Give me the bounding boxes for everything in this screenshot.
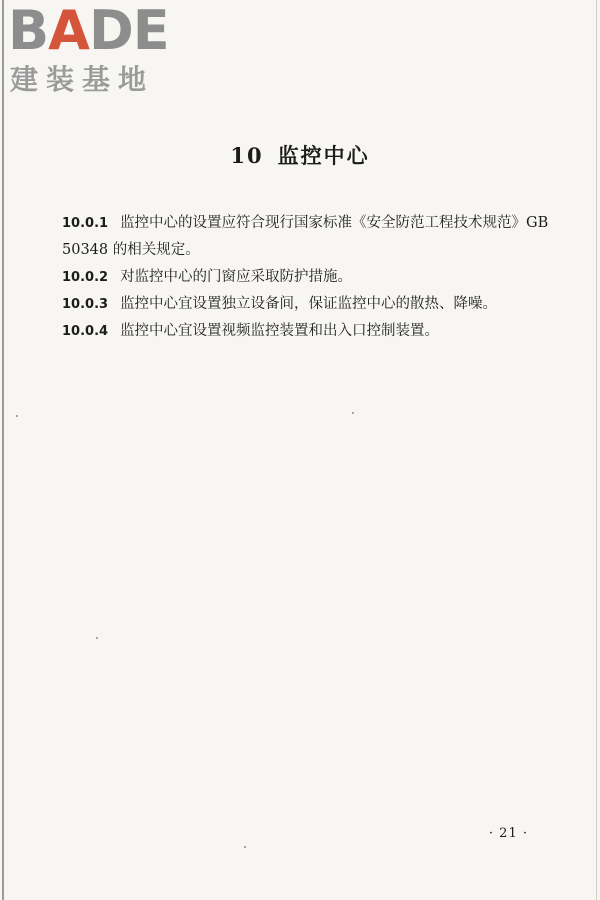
clause-text: 监控中心宜设置视频监控装置和出入口控制装置。 (120, 323, 440, 339)
clause-number: 10.0.4 (62, 324, 109, 339)
clause-text: 对监控中心的门窗应采取防护措施。 (120, 269, 353, 285)
chapter-number: 10 (230, 143, 264, 168)
scan-speck (352, 412, 354, 414)
clause-item (62, 210, 552, 264)
bade-logo (8, 0, 178, 96)
clause-number: 10.0.2 (62, 270, 109, 285)
page-edge-right (596, 0, 597, 900)
logo-wordmark: BADE (8, 0, 169, 62)
clause-text: 监控中心宜设置独立设备间，保证监控中心的散热、降噪。 (120, 296, 498, 312)
clause-list (62, 210, 552, 345)
chapter-title (0, 140, 600, 170)
clause-item (62, 264, 552, 291)
clause-item (62, 318, 552, 345)
scan-speck (244, 846, 246, 848)
clause-item (62, 291, 552, 318)
clause-number: 10.0.3 (62, 297, 109, 312)
page-number: · 21 · (488, 826, 528, 841)
scan-speck (16, 415, 18, 417)
clause-text: 监控中心的设置应符合现行国家标准《安全防范工程技术规范》GB 50348 的相关规定。 (62, 215, 549, 258)
scan-speck (96, 637, 98, 639)
clause-number: 10.0.1 (62, 216, 109, 231)
page-edge-left (2, 0, 4, 900)
chapter-name: 监控中心 (277, 143, 370, 168)
logo-subtitle: 建装基地 (10, 63, 155, 96)
